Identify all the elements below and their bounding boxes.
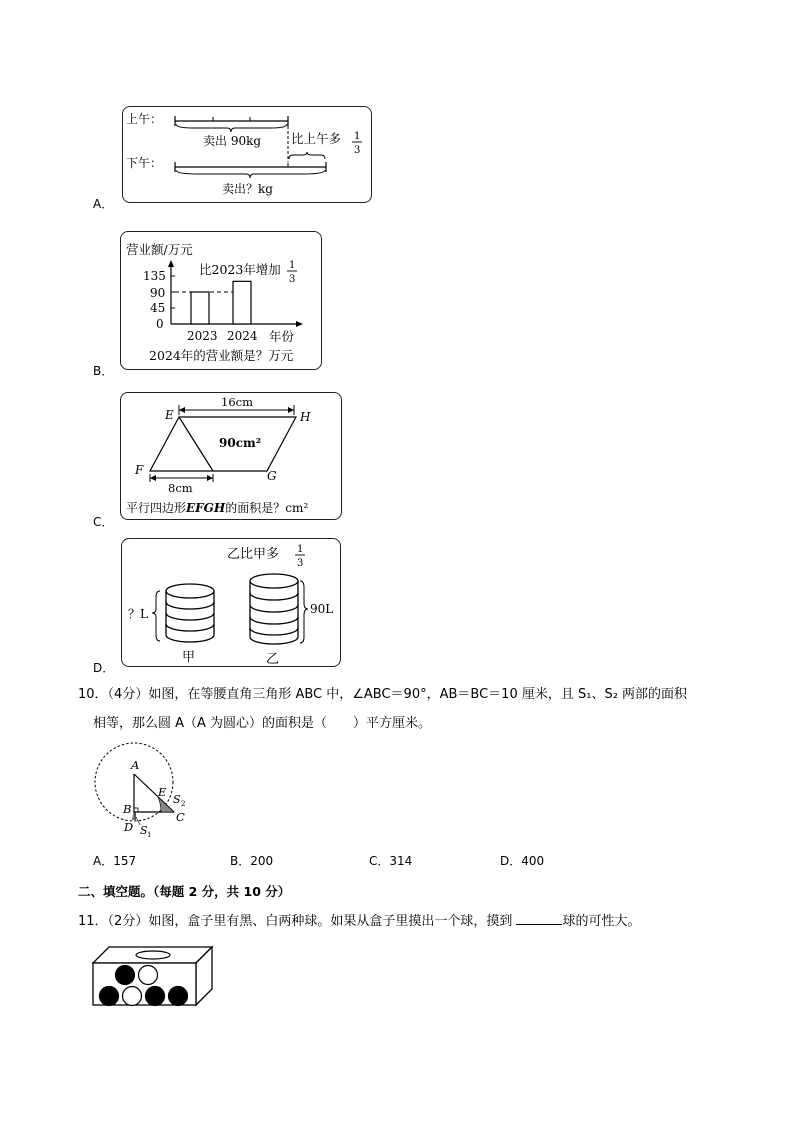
q10-choice-b [230, 852, 273, 869]
option-c-diagram [120, 392, 342, 520]
vertex-e: E [165, 408, 174, 422]
question-10-line1: 10．（4分）如图，在等腰直角三角形 ABC 中，∠ABC＝90°，AB＝BC＝10 厘米，且 S₁、S₂ 两部的面积 [78, 687, 688, 702]
left-name: 甲 [182, 650, 196, 665]
question-11-text-before: 11．（2分）如图，盒子里有黑、白两种球。如果从盒子里摸出一个球，摸到 [78, 914, 513, 929]
white-ball [123, 987, 142, 1006]
choice-letter: B． [230, 854, 251, 868]
black-ball [100, 987, 119, 1006]
choice-letter: D． [500, 854, 522, 868]
option-c-letter: C． [93, 515, 114, 529]
label-s1: S [140, 824, 148, 837]
container-jia [166, 584, 214, 642]
label-a: A [131, 758, 140, 772]
choice-value: 400 [521, 854, 545, 868]
compare-label: 乙比甲多 [227, 547, 280, 562]
option-d-diagram [121, 538, 341, 667]
compare-label: 比上午多 [291, 131, 342, 146]
x-axis-title: 年份 [269, 329, 295, 344]
fraction-numerator: 1 [289, 260, 296, 271]
label-s2-sub: 2 [181, 800, 186, 808]
label-b: B [123, 802, 132, 816]
section-2-title: 二、填空题。（每题 2 分，共 10 分） [78, 884, 291, 899]
choice-letter: A． [93, 854, 114, 868]
y-tick-135: 135 [143, 269, 166, 283]
area-label: 90cm² [219, 436, 261, 450]
question-prefix: 平行四边形 [126, 501, 187, 515]
fraction-denominator: 3 [289, 274, 296, 285]
vertex-h: H [300, 410, 311, 424]
black-ball [116, 966, 135, 985]
container-yi [250, 574, 298, 644]
right-name: 乙 [266, 652, 280, 666]
bar-2023 [191, 292, 209, 324]
sold-afternoon-label: 卖出？kg [222, 182, 273, 196]
option-b-chart [120, 231, 322, 370]
left-value: ？L [128, 607, 148, 621]
revenue-bar-chart [121, 232, 321, 369]
choice-value: 157 [113, 854, 137, 868]
label-s2: S [173, 793, 181, 806]
fraction-numerator: 1 [297, 544, 304, 555]
fraction-numerator: 1 [354, 131, 361, 142]
option-b-letter: B． [93, 364, 114, 378]
choice-letter: C． [369, 854, 390, 868]
parallelogram-diagram [121, 393, 341, 519]
top-length: 16cm [221, 395, 253, 409]
y-tick-90: 90 [150, 286, 166, 300]
label-e: E [158, 785, 167, 799]
right-value: 90L [310, 602, 334, 616]
y-axis-title: 营业额/万元 [126, 242, 193, 257]
question-text: 2024年的营业额是？万元 [149, 348, 294, 363]
x-tick-2023: 2023 [187, 329, 218, 343]
bars [191, 281, 251, 324]
black-ball [169, 987, 188, 1006]
question-11-text-after: 球的可性大。 [562, 914, 641, 929]
option-d-letter: D． [93, 661, 115, 675]
question-shape: EFGH [186, 501, 226, 515]
y-tick-45: 45 [150, 301, 166, 315]
circle-triangle-figure [90, 740, 190, 845]
label-c: C [176, 810, 185, 824]
option-a-letter: A． [93, 197, 114, 211]
question-suffix: 的面积是？cm² [225, 501, 309, 515]
choice-value: 314 [389, 854, 413, 868]
question-11 [78, 911, 778, 933]
question-text [126, 500, 308, 515]
afternoon-label: 下午： [126, 156, 163, 170]
vertex-f: F [135, 463, 144, 477]
q10-choice-a [93, 852, 136, 869]
increase-label: 比2023年增加 [199, 262, 281, 277]
line-segment-diagram [123, 107, 371, 202]
black-ball [146, 987, 165, 1006]
label-d: D [124, 820, 134, 834]
y-tick-labels [143, 269, 166, 331]
q10-choice-c [369, 852, 412, 869]
ball-box-figure [92, 945, 214, 1007]
label-s1-sub: 1 [147, 831, 152, 839]
vertex-g: G [267, 469, 277, 483]
choice-value: 200 [250, 854, 274, 868]
option-a-diagram [122, 106, 372, 203]
question-10-line2: 相等，那么圆 A（A 为圆心）的面积是（ ）平方厘米。 [93, 716, 432, 731]
bottom-length: 8cm [168, 481, 193, 495]
fraction-denominator: 3 [297, 558, 304, 569]
y-tick-0: 0 [156, 317, 164, 331]
fraction-denominator: 3 [354, 145, 361, 156]
white-ball [139, 966, 158, 985]
containers-diagram [122, 539, 340, 666]
sold-morning-label: 卖出 90kg [203, 134, 262, 148]
morning-label: 上午： [126, 112, 163, 126]
x-tick-2024: 2024 [227, 329, 258, 343]
bar-2024 [233, 281, 251, 324]
q10-choice-d [500, 852, 544, 869]
answer-blank[interactable] [516, 912, 562, 925]
